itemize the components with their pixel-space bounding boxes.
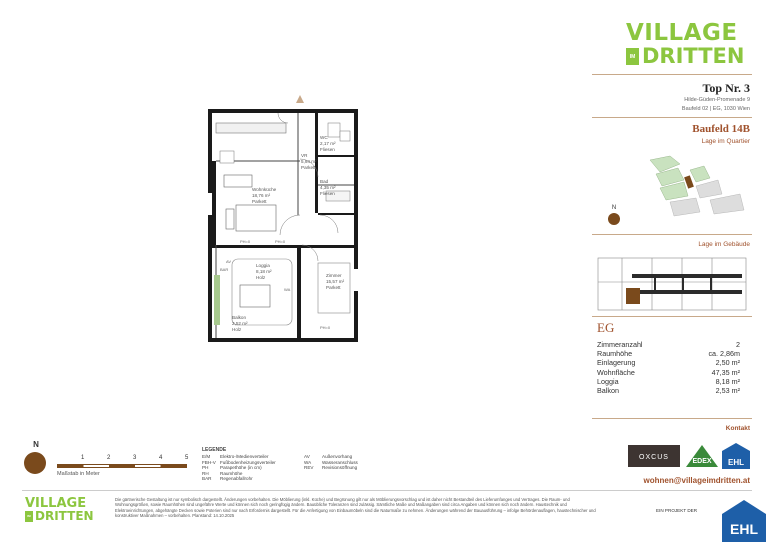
fact-label: Raumhöhe xyxy=(597,349,633,359)
room-zimmer-area: 15,57 m² xyxy=(326,279,345,284)
fact-row xyxy=(597,386,740,395)
partner-logos xyxy=(624,441,754,471)
fact-label: Loggia xyxy=(597,376,619,386)
brand-am: IM xyxy=(626,48,639,65)
partner-ehl: EHL xyxy=(728,458,744,467)
room-zimmer-name: Zimmer xyxy=(326,273,342,278)
divider xyxy=(592,117,752,118)
ehl-logo-text: EHL xyxy=(730,521,758,537)
kontakt-label: Kontakt xyxy=(725,425,750,432)
room-bad-floor: Fliesen xyxy=(320,191,335,196)
scale-tick: 1 xyxy=(81,455,85,461)
top-number: Top Nr. 3 xyxy=(702,81,750,95)
address-line2: Baufeld 02 | EG, 1030 Wien xyxy=(681,106,750,112)
north-indicator-small xyxy=(604,205,624,225)
footer-brand-am: IM xyxy=(25,511,33,522)
room-loggia-floor: Holz xyxy=(256,275,266,280)
fact-label: Wohnfläche xyxy=(597,367,635,377)
room-balkon-name: Balkon xyxy=(232,315,247,320)
ph-mark-1: PH=0 xyxy=(240,239,251,244)
room-bad-area: 4,35 m² xyxy=(320,185,336,190)
ph-mark-2: PH=0 xyxy=(275,239,286,244)
scale-tick: 4 xyxy=(159,455,163,461)
scale-tick: 2 xyxy=(107,455,111,461)
room-balkon-area: 2,52 m² xyxy=(232,321,248,326)
legend-item: REV Revisionsöffnung xyxy=(304,465,358,471)
scale-tick: 3 xyxy=(133,455,137,461)
footer-divider xyxy=(22,490,752,491)
fact-label: Balkon xyxy=(597,386,619,396)
fact-row xyxy=(597,358,740,367)
ein-projekt-label: EIN PROJEKT DER xyxy=(656,508,698,513)
room-bad-name: Bad xyxy=(320,179,329,184)
north-label: N xyxy=(33,440,39,449)
room-wohnkueche-floor: Parkett xyxy=(252,199,267,204)
fact-value: 2 xyxy=(736,340,740,349)
divider xyxy=(592,74,752,75)
fact-label: Zimmeranzahl xyxy=(597,340,643,349)
scale-graphic xyxy=(57,464,187,468)
room-wohnkueche-area: 18,76 m² xyxy=(252,193,271,198)
room-vr-area: 5,94 m² xyxy=(301,159,317,164)
baufeld-title: Baufeld 14B xyxy=(692,123,750,135)
brand-logo xyxy=(626,22,748,67)
fact-row xyxy=(597,340,740,349)
floor-level: EG xyxy=(597,320,615,335)
room-vr-floor: Parkett xyxy=(301,165,316,170)
fact-value: 8,18 m² xyxy=(715,376,740,386)
footer-brand-line1: VILLAGE xyxy=(25,496,87,511)
bar-mark: BAR xyxy=(220,267,229,272)
partner-edex: EDEX xyxy=(692,458,712,465)
scale-caption: Maßstab in Meter xyxy=(57,471,100,477)
divider xyxy=(592,316,752,317)
scale-bar xyxy=(57,455,192,477)
legend-item: BAR Regenabfallrohr xyxy=(202,476,253,482)
north-indicator xyxy=(24,440,48,474)
legend-item: RH Raumhöhe xyxy=(202,470,243,476)
legend-item: PH Parapethöhe (in cm) xyxy=(202,465,262,471)
fact-label: Einlagerung xyxy=(597,358,636,368)
lage-quartier-label: Lage im Quartier xyxy=(701,138,750,145)
fact-value: 47,35 m² xyxy=(711,367,740,377)
legend xyxy=(202,447,392,482)
fact-row xyxy=(597,377,740,386)
lage-gebaeude-label: Lage im Gebäude xyxy=(698,241,750,248)
compass-icon xyxy=(24,452,46,474)
room-wohnkueche-name: Wohnküche xyxy=(252,187,277,192)
brand-line1: VILLAGE xyxy=(626,20,738,46)
legend-item: FBH-V Fußbodenheizungsverteiler xyxy=(202,459,276,465)
room-vr-name: VR xyxy=(301,153,308,158)
fact-value: 2,50 m² xyxy=(715,358,740,368)
floor-plan xyxy=(180,95,420,355)
divider xyxy=(592,234,752,235)
building-plan xyxy=(592,254,752,314)
fact-row xyxy=(597,349,740,358)
room-loggia-name: Loggia xyxy=(256,263,270,268)
av-mark: AV xyxy=(226,259,232,264)
footer-brand-logo xyxy=(25,497,97,522)
compass-icon xyxy=(608,213,620,225)
fact-row xyxy=(597,368,740,377)
room-wc-name: WC xyxy=(320,135,328,140)
legend-title: LEGENDE xyxy=(202,447,227,453)
room-balkon-floor: Holz xyxy=(232,327,242,332)
partner-oxcus: OXCUS xyxy=(639,454,669,461)
north-label-small: N xyxy=(611,205,617,211)
footer-brand-line2: DRITTEN xyxy=(35,509,94,523)
room-zimmer-floor: Parkett xyxy=(326,285,341,290)
room-wc-area: 2,17 m² xyxy=(320,141,336,146)
brand-line2: DRITTEN xyxy=(642,44,745,68)
floor-plan-drawing xyxy=(180,95,420,355)
legend-item: AV Außenvorhang xyxy=(304,454,353,459)
fact-value: ca. 2,86m xyxy=(708,349,740,359)
fact-table xyxy=(597,340,740,395)
disclaimer: Die gärtnerische Gestaltung ist nur symbolisch dargestellt. Änderungen vorbehalten. Die Möblierung (inkl. Küche) und Begrünung gilt nur als Möblierungsvorschlag und ist daher nicht Bestandteil des Lieferumfanges und Vertrages. Die Raum- und Wohnungsgrößen, sowie Raumhöhen sind ungefähre Werte und können sich noch geringfügig ändern. Bauübliche Toleranzen sind zulässig. Sämtliche Maße und Maßangaben sind circa Angaben und können sich noch ändern. Haustechnik und Elektroeinrichtungen, abgehängte Decken sowie Poterien sind nur nach Erfordernis dargestellt. Für die Anfertigung von Einbaumöbeln sind die Naturmaße zu nehmen. Änderungen während der Bauausführung – infolge Behördenauflagen, haustechnischer und konstruktiver Maßnahmen – vorbehalten. Planstand: 14.10.2025 xyxy=(115,497,596,519)
divider xyxy=(592,418,752,419)
room-loggia-area: 8,18 m² xyxy=(256,269,272,274)
address-line1: Hilde-Güden-Promenade 9 xyxy=(684,97,750,103)
legend-item: WA Wasseranschluss xyxy=(304,459,358,465)
contact-email[interactable]: wohnen@villageimdritten.at xyxy=(643,476,750,485)
wa-mark: WA xyxy=(284,287,291,292)
ph-mark-3: PH=0 xyxy=(320,325,331,330)
fact-value: 2,53 m² xyxy=(715,386,740,396)
room-wc-floor: Fliesen xyxy=(320,147,335,152)
scale-tick: 5 xyxy=(185,455,189,461)
ehl-logo xyxy=(722,500,766,542)
legend-item: E/M Elektro-/Medienverteiler xyxy=(202,454,269,459)
